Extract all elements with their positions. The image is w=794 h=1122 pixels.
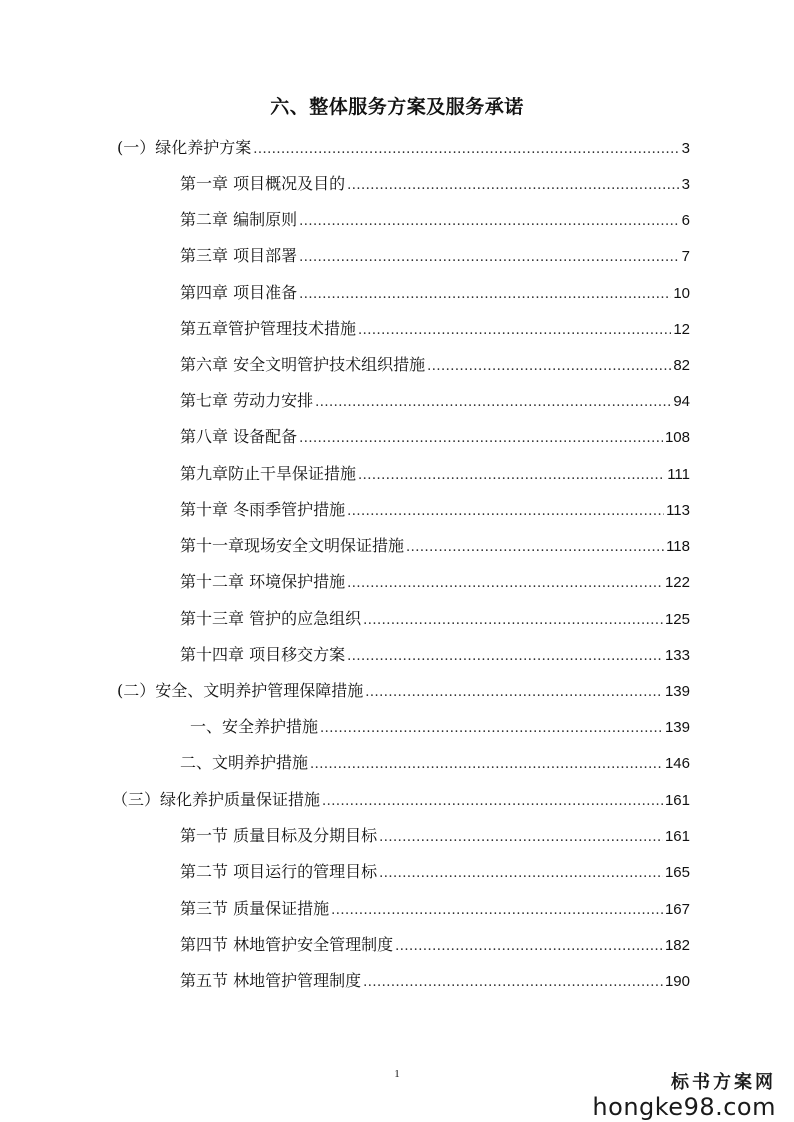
toc-entry-page: 182	[664, 937, 690, 954]
toc-entry-section-3[interactable]	[112, 788, 690, 812]
toc-entry-label: 第三章 项目部署	[180, 246, 298, 265]
toc-entry-section-1[interactable]	[117, 136, 690, 160]
toc-entry[interactable]	[180, 389, 690, 413]
watermark-url: hongke98.com	[592, 1093, 776, 1121]
dot-leader	[358, 464, 665, 488]
toc-entry-page: 139	[664, 683, 690, 700]
toc-entry-page: 3	[681, 176, 690, 193]
dot-leader	[379, 826, 663, 850]
toc-entry-label: 第九章防止干旱保证措施	[180, 464, 357, 483]
toc-entry-label: 第四节 林地管护安全管理制度	[180, 935, 394, 954]
toc-entry-label: 二、文明养护措施	[180, 753, 309, 772]
toc-entry-label: 一、安全养护措施	[190, 717, 319, 736]
toc-entry-section-2[interactable]	[117, 679, 690, 703]
toc-entry-label: (一）绿化养护方案	[117, 138, 252, 157]
dot-leader	[365, 681, 663, 705]
dot-leader	[299, 210, 680, 234]
toc-entry-page: 113	[666, 502, 690, 519]
dot-leader	[427, 355, 671, 379]
toc-entry-page: 190	[664, 973, 690, 990]
dot-leader	[331, 899, 663, 923]
toc-entry[interactable]	[180, 317, 690, 341]
toc-entry[interactable]	[180, 897, 690, 921]
toc-entry-page: 7	[681, 248, 690, 265]
toc-entry-page: 122	[664, 574, 690, 591]
toc-entry-page: 6	[681, 212, 690, 229]
dot-leader	[347, 572, 663, 596]
toc-entry[interactable]	[180, 933, 690, 957]
toc-entry-page: 165	[664, 864, 690, 881]
toc-entry-label: 第一章 项目概况及目的	[180, 174, 346, 193]
toc-entry[interactable]	[180, 208, 690, 232]
toc-entry-label: 第五节 林地管护管理制度	[180, 971, 362, 990]
toc-entry-label: 第五章管护管理技术措施	[180, 319, 357, 338]
dot-leader	[299, 283, 671, 307]
toc-entry[interactable]	[180, 281, 690, 305]
toc-entry-label: 第十三章 管护的应急组织	[180, 609, 362, 628]
dot-leader	[347, 174, 680, 198]
toc-entry-label: 第三节 质量保证措施	[180, 899, 330, 918]
dot-leader	[363, 609, 663, 633]
dot-leader	[347, 500, 664, 524]
dot-leader	[315, 391, 671, 415]
dot-leader	[358, 319, 671, 343]
toc-entry[interactable]	[180, 860, 690, 884]
toc-entry-page: 139	[664, 719, 690, 736]
site-watermark	[592, 1068, 776, 1120]
toc-entry-page: 161	[664, 792, 690, 809]
dot-leader	[395, 935, 663, 959]
page-number: 1	[394, 1068, 400, 1080]
toc-entry[interactable]	[180, 425, 690, 449]
toc-entry-page: 3	[681, 140, 690, 157]
toc-entry-page: 118	[666, 538, 690, 555]
toc-entry[interactable]	[180, 172, 690, 196]
toc-entry-page: 108	[664, 429, 690, 446]
toc-entry-page: 125	[664, 611, 690, 628]
toc-entry-page: 161	[664, 828, 690, 845]
toc-entry[interactable]	[180, 824, 690, 848]
toc-entry-label: 第一节 质量目标及分期目标	[180, 826, 378, 845]
dot-leader	[322, 790, 663, 814]
toc-entry-label: 第十章 冬雨季管护措施	[180, 500, 346, 519]
toc-entry-label: 第二节 项目运行的管理目标	[180, 862, 378, 881]
toc-entry[interactable]	[180, 643, 690, 667]
toc-entry[interactable]	[180, 534, 690, 558]
toc-entry-label: 第二章 编制原则	[180, 210, 298, 229]
toc-entry-page: 111	[667, 466, 690, 483]
toc-entry-label: （三）绿化养护质量保证措施	[112, 790, 321, 809]
toc-entry[interactable]	[180, 751, 690, 775]
watermark-chinese: 标书方案网	[671, 1072, 776, 1093]
toc-entry-page: 82	[673, 357, 690, 374]
toc-entry[interactable]	[190, 715, 690, 739]
toc-entry[interactable]	[180, 969, 690, 993]
toc-entry-label: 第七章 劳动力安排	[180, 391, 314, 410]
toc-entry-label: 第十二章 环境保护措施	[180, 572, 346, 591]
dot-leader	[347, 645, 663, 669]
toc-entry-label: 第四章 项目准备	[180, 283, 298, 302]
dot-leader	[379, 862, 663, 886]
dot-leader	[310, 753, 663, 777]
toc-entry-label: 第六章 安全文明管护技术组织措施	[180, 355, 426, 374]
dot-leader	[299, 427, 663, 451]
toc-entry-page: 12	[673, 321, 690, 338]
dot-leader	[363, 971, 663, 995]
toc-entry-page: 94	[673, 393, 690, 410]
toc-entry-label: 第十四章 项目移交方案	[180, 645, 346, 664]
toc-entry-label: 第十一章现场安全文明保证措施	[180, 536, 405, 555]
toc-entry[interactable]	[180, 570, 690, 594]
toc-entry-label: 第八章 设备配备	[180, 427, 298, 446]
toc-entry-page: 146	[664, 755, 690, 772]
toc-entry-page: 167	[664, 901, 690, 918]
toc-entry[interactable]	[180, 353, 690, 377]
toc-entry-page: 10	[673, 285, 690, 302]
dot-leader	[299, 246, 680, 270]
toc-entry[interactable]	[180, 244, 690, 268]
toc-entry[interactable]	[180, 498, 690, 522]
dot-leader	[253, 138, 679, 162]
toc-entry-label: (二）安全、文明养护管理保障措施	[117, 681, 364, 700]
toc-entry-page: 133	[664, 647, 690, 664]
page-title: 六、整体服务方案及服务承诺	[270, 96, 524, 118]
dot-leader	[320, 717, 663, 741]
toc-entry[interactable]	[180, 607, 690, 631]
toc-entry[interactable]	[180, 462, 690, 486]
dot-leader	[406, 536, 664, 560]
